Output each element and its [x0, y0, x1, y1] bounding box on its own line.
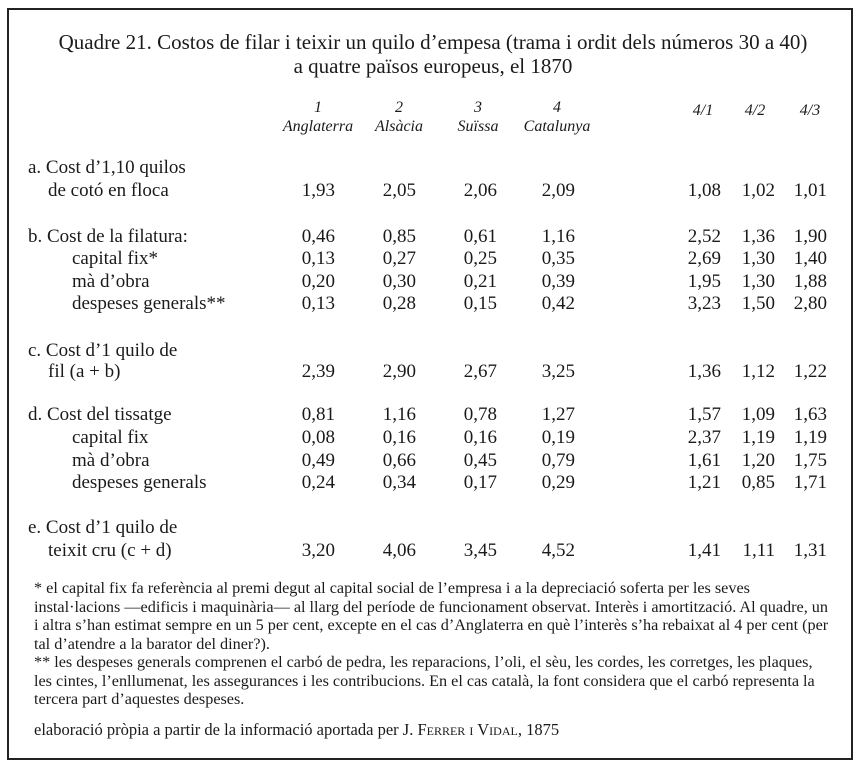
cell-value: 0,13 [301, 293, 335, 314]
cell-value: 0,25 [463, 248, 497, 269]
cell-value: 0,17 [463, 472, 497, 493]
cell-ratio: 1,01 [793, 180, 827, 201]
row-label: e. Cost d’1 quilo de [28, 517, 178, 538]
cell-value: 0,21 [463, 271, 497, 292]
footnote-capital-fix: * el capital fix fa referència al premi degut al capital social de l’empresa i a la depreciació soferta per les seves instal·lacions —edificis i maquinària— al llarg del període de funcionament observat. Interès i amortització. Al quadre, un i altra s’han estimat sempre en un 5 per cent, excepte en el cas d’Anglaterra en què l’interès s’ha rebaixat al 4 per cent (per tal d’atendre a la barator del diner?). [34, 579, 829, 653]
cell-value: 3,20 [301, 540, 335, 561]
cell-value: 0,42 [541, 293, 575, 314]
column-name: Alsàcia [375, 118, 423, 135]
cell-ratio: 1,30 [741, 248, 775, 269]
cell-value: 0,61 [463, 226, 497, 247]
cell-ratio: 1,12 [741, 361, 775, 382]
ratio-header-2: 4/2 [744, 102, 766, 119]
column-name: Anglaterra [282, 118, 354, 135]
cell-ratio: 1,22 [793, 361, 827, 382]
cell-ratio: 1,19 [741, 427, 775, 448]
row-label: despeses generals** [72, 293, 226, 314]
cell-ratio: 1,95 [687, 271, 721, 292]
column-number: 2 [395, 99, 403, 116]
table-subtitle: a quatre països europeus, el 1870 [293, 54, 573, 78]
cell-value: 0,30 [382, 271, 416, 292]
cell-value: 3,25 [541, 361, 575, 382]
row-label: capital fix* [72, 248, 158, 269]
column-number: 1 [314, 99, 322, 116]
cell-value: 0,16 [382, 427, 416, 448]
row-label: despeses generals [72, 472, 207, 493]
cell-value: 2,05 [382, 180, 416, 201]
cell-value: 0,19 [541, 427, 575, 448]
cell-value: 1,16 [382, 404, 416, 425]
cell-value: 0,08 [301, 427, 335, 448]
cell-ratio: 1,57 [687, 404, 721, 425]
cell-value: 0,35 [541, 248, 575, 269]
cell-value: 0,45 [463, 450, 497, 471]
cell-ratio: 1,19 [793, 427, 827, 448]
column-header-3 [433, 98, 523, 136]
cell-value: 0,66 [382, 450, 416, 471]
row-label: mà d’obra [72, 450, 150, 471]
cell-value: 0,34 [382, 472, 416, 493]
cell-value: 2,67 [463, 361, 497, 382]
row-label: teixit cru (c + d) [48, 540, 172, 561]
cell-ratio: 1,88 [793, 271, 827, 292]
column-header-2 [354, 98, 444, 136]
source-author: Ferrer i Vidal [417, 720, 518, 739]
row-label: c. Cost d’1 quilo de [28, 340, 178, 361]
cell-ratio: 0,85 [741, 472, 775, 493]
cell-value: 1,93 [301, 180, 335, 201]
column-name: Catalunya [523, 118, 591, 135]
ratio-header-1: 4/1 [692, 102, 714, 119]
cell-ratio: 1,21 [687, 472, 721, 493]
cell-ratio: 1,61 [687, 450, 721, 471]
cell-value: 3,45 [463, 540, 497, 561]
cell-value: 2,06 [463, 180, 497, 201]
cell-ratio: 1,71 [793, 472, 827, 493]
cell-value: 0,27 [382, 248, 416, 269]
cell-value: 0,79 [541, 450, 575, 471]
column-number: 4 [553, 99, 561, 116]
cell-value: 1,16 [541, 226, 575, 247]
cell-value: 2,09 [541, 180, 575, 201]
cell-value: 0,39 [541, 271, 575, 292]
cell-value: 2,90 [382, 361, 416, 382]
cell-ratio: 1,09 [741, 404, 775, 425]
source-year: , 1875 [517, 720, 560, 739]
cell-value: 0,15 [463, 293, 497, 314]
row-label: d. Cost del tissatge [28, 404, 172, 425]
row-label: b. Cost de la filatura: [28, 226, 188, 247]
cell-value: 0,46 [301, 226, 335, 247]
cell-ratio: 1,63 [793, 404, 827, 425]
source-note [34, 720, 559, 740]
cell-ratio: 1,41 [687, 540, 721, 561]
cell-value: 0,24 [301, 472, 335, 493]
cell-value: 4,52 [541, 540, 575, 561]
cell-ratio: 2,52 [687, 226, 721, 247]
cell-value: 0,13 [301, 248, 335, 269]
cell-value: 0,85 [382, 226, 416, 247]
row-label: capital fix [72, 427, 149, 448]
table-title: Quadre 21. Costos de filar i teixir un quilo d’empesa (trama i ordit dels números 30 a 40) [58, 30, 808, 54]
cell-value: 0,28 [382, 293, 416, 314]
row-label: de cotó en floca [48, 180, 169, 201]
cell-value: 0,29 [541, 472, 575, 493]
cell-value: 0,16 [463, 427, 497, 448]
footnote-despeses-generals: ** les despeses generals comprenen el carbó de pedra, les reparacions, l’oli, el sèu, les cordes, les corretges, les plaques, les cintes, l’enllumenat, les assegurances i les contribucions. En el cas català, la font considera que el carbó representa la tercera part d’aquestes despeses. [34, 653, 815, 709]
row-label: mà d’obra [72, 271, 150, 292]
cell-ratio: 1,75 [793, 450, 827, 471]
column-number: 3 [474, 99, 482, 116]
cell-ratio: 1,40 [793, 248, 827, 269]
cell-value: 0,20 [301, 271, 335, 292]
cell-value: 0,78 [463, 404, 497, 425]
cell-ratio: 2,37 [687, 427, 721, 448]
cell-ratio: 1,36 [741, 226, 775, 247]
row-label: a. Cost d’1,10 quilos [28, 157, 186, 178]
cell-ratio: 2,80 [793, 293, 827, 314]
cell-ratio: 3,23 [687, 293, 721, 314]
cell-ratio: 1,20 [741, 450, 775, 471]
cell-value: 0,49 [301, 450, 335, 471]
cell-ratio: 1,08 [687, 180, 721, 201]
column-name: Suïssa [457, 118, 499, 135]
ratio-header-3: 4/3 [799, 102, 821, 119]
cell-ratio: 2,69 [687, 248, 721, 269]
cell-value: 1,27 [541, 404, 575, 425]
cell-ratio: 1,31 [793, 540, 827, 561]
cell-ratio: 1,11 [742, 540, 775, 561]
column-header-1 [273, 98, 363, 136]
cell-value: 4,06 [382, 540, 416, 561]
cell-ratio: 1,50 [741, 293, 775, 314]
cell-ratio: 1,36 [687, 361, 721, 382]
cell-value: 2,39 [301, 361, 335, 382]
cell-ratio: 1,02 [741, 180, 775, 201]
row-label: fil (a + b) [48, 361, 121, 382]
cell-ratio: 1,30 [741, 271, 775, 292]
cell-value: 0,81 [301, 404, 335, 425]
source-prefix: elaboració pròpia a partir de la informació aportada per J. [34, 720, 414, 739]
cell-ratio: 1,90 [793, 226, 827, 247]
column-header-4 [512, 98, 602, 136]
